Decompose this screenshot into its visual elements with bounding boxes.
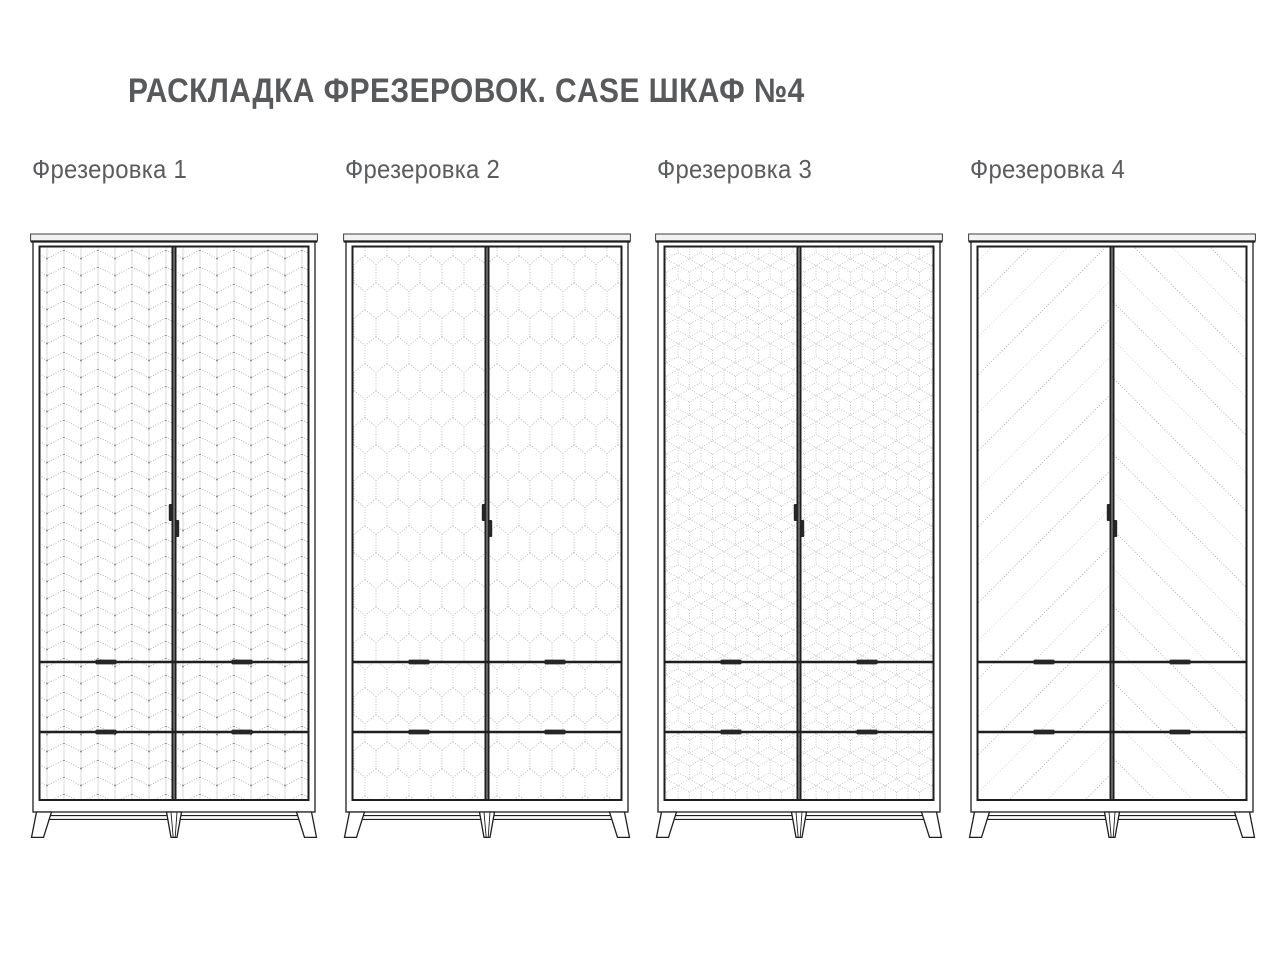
- cabinet-drawing-herringbone: [30, 233, 318, 838]
- cabinet-drawing-hexagons: [343, 233, 631, 838]
- cabinet-4: [968, 154, 1256, 838]
- cabinet-2: [343, 154, 631, 838]
- milled-front-hexagons: [352, 247, 621, 801]
- cabinet-3-label: Фрезеровка 3: [657, 154, 813, 184]
- cabinet-row: [30, 154, 1256, 838]
- page-title: РАСКЛАДКА ФРЕЗЕРОВОК. CASE ШКАФ №4: [128, 72, 805, 110]
- cabinet-drawing-cubes: [655, 233, 943, 838]
- cabinet-1: [30, 154, 318, 838]
- milled-front-chevron-right: [1112, 247, 1247, 801]
- milled-front-cubes: [665, 247, 934, 801]
- cabinet-drawing-chevron: [968, 233, 1256, 838]
- cabinet-3: [655, 154, 943, 838]
- cabinet-2-label: Фрезеровка 2: [344, 154, 500, 184]
- milled-front-chevron-left: [977, 247, 1112, 801]
- milled-front-herringbone: [40, 247, 309, 801]
- cabinet-4-label: Фрезеровка 4: [969, 154, 1125, 184]
- cabinet-1-label: Фрезеровка 1: [32, 154, 188, 184]
